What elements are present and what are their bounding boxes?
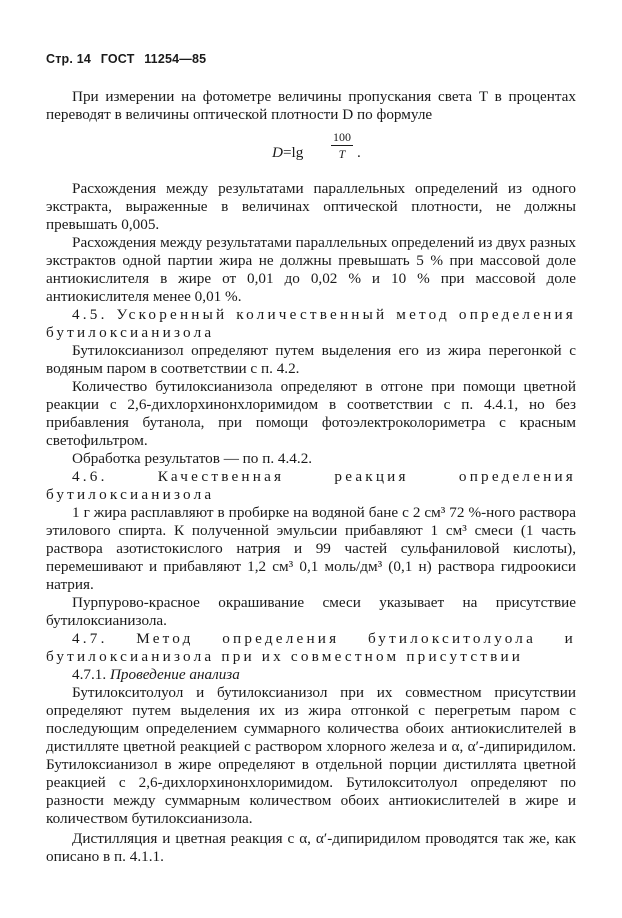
section-4-5-heading: 4.5. Ускоренный количественный метод определения бутилоксианизола <box>46 306 576 341</box>
document-page <box>46 50 576 866</box>
formula-lhs: D=lg <box>272 144 304 161</box>
formula-optical-density <box>46 130 576 178</box>
paragraph-different-extracts: Расхождения между результатами параллельных определений из двух разных экстрактов одной партии жира не должны превышать 5 % при массовой доле антиокислителя в жире от 0,01 до 0,02 % и 10 % при массовой доле антиокислителя менее 0,01 %. <box>46 234 576 305</box>
standard-label: ГОСТ <box>100 52 135 66</box>
paragraph-distillation-reference: Дистилляция и цветная реакция с α, α′-дипиридилом проводятся так же, как описано в п. 4.1.1. <box>46 830 576 865</box>
section-4-7-1-heading: 4.7.1. Проведение анализа <box>72 666 240 683</box>
formula-end: . <box>357 144 361 161</box>
section-4-6-heading: 4.6. Качественная реакция определения бутилоксианизола <box>46 468 576 503</box>
formula-numerator: 100 <box>333 130 351 144</box>
paragraph-distillation: Бутилоксианизол определяют путем выделения его из жира перегонкой с водяным паром в соответствии с п. 4.2. <box>46 342 576 377</box>
paragraph-joint-determination: Бутилокситолуол и бутилоксианизол при их совместном присутствии определяют путем выделения их из жира отгонкой с перегретым паром с последующим определением суммарного количества обоих антиокислителей в дистилляте цветной реакцией с раствором хлорного железа и α, α′-дипиридилом. Бутилоксианизол в жире определяют в отдельной порции дистиллята цветной реакцией с 2,6-дихлорхинонхлоримидом. Бутилокситолуол определяют по разности между суммарным количеством обоих антиокислителей в жире и количеством бутилоксианизола. <box>46 684 576 827</box>
page-number: Стр. 14 <box>46 52 92 66</box>
formula-fraction <box>331 130 353 161</box>
page-header <box>46 50 576 68</box>
standard-number: 11254—85 <box>144 52 207 66</box>
section-4-7-heading: 4.7. Метод определения бутилокситолуола и бутилоксианизола при их совместном присутствии <box>46 630 576 665</box>
formula-denominator: T <box>338 147 346 161</box>
paragraph-purple-color: Пурпурово-красное окрашивание смеси указывает на присутствие бутилоксианизола. <box>46 594 576 629</box>
paragraph-processing: Обработка результатов — по п. 4.4.2. <box>72 450 313 467</box>
paragraph-photometer: При измерении на фотометре величины пропускания света T в процентах переводят в величины оптической плотности D по формуле <box>46 88 576 123</box>
paragraph-same-extract: Расхождения между результатами параллельных определений из одного экстракта, выраженные в величинах оптической плотности, не должны превышать 0,005. <box>46 180 576 233</box>
paragraph-qualitative-procedure: 1 г жира расплавляют в пробирке на водяной бане с 2 см³ 72 %-ного раствора этилового спирта. К полученной эмульсии прибавляют 1 см³ смеси (1 часть раствора азотистокислого натрия и 99 частей сульфаниловой кислоты), перемешивают и прибавляют 1,2 см³ 0,1 моль/дм³ (0,1 н) раствора гидроокиси натрия. <box>46 504 576 593</box>
paragraph-color-reaction: Количество бутилоксианизола определяют в отгоне при помощи цветной реакции с 2,6-дихлорхинонхлоримидом в соответствии с п. 4.4.1, но без прибавления бутанола, при помощи фотоэлектроколориметра с красным светофильтром. <box>46 378 576 449</box>
